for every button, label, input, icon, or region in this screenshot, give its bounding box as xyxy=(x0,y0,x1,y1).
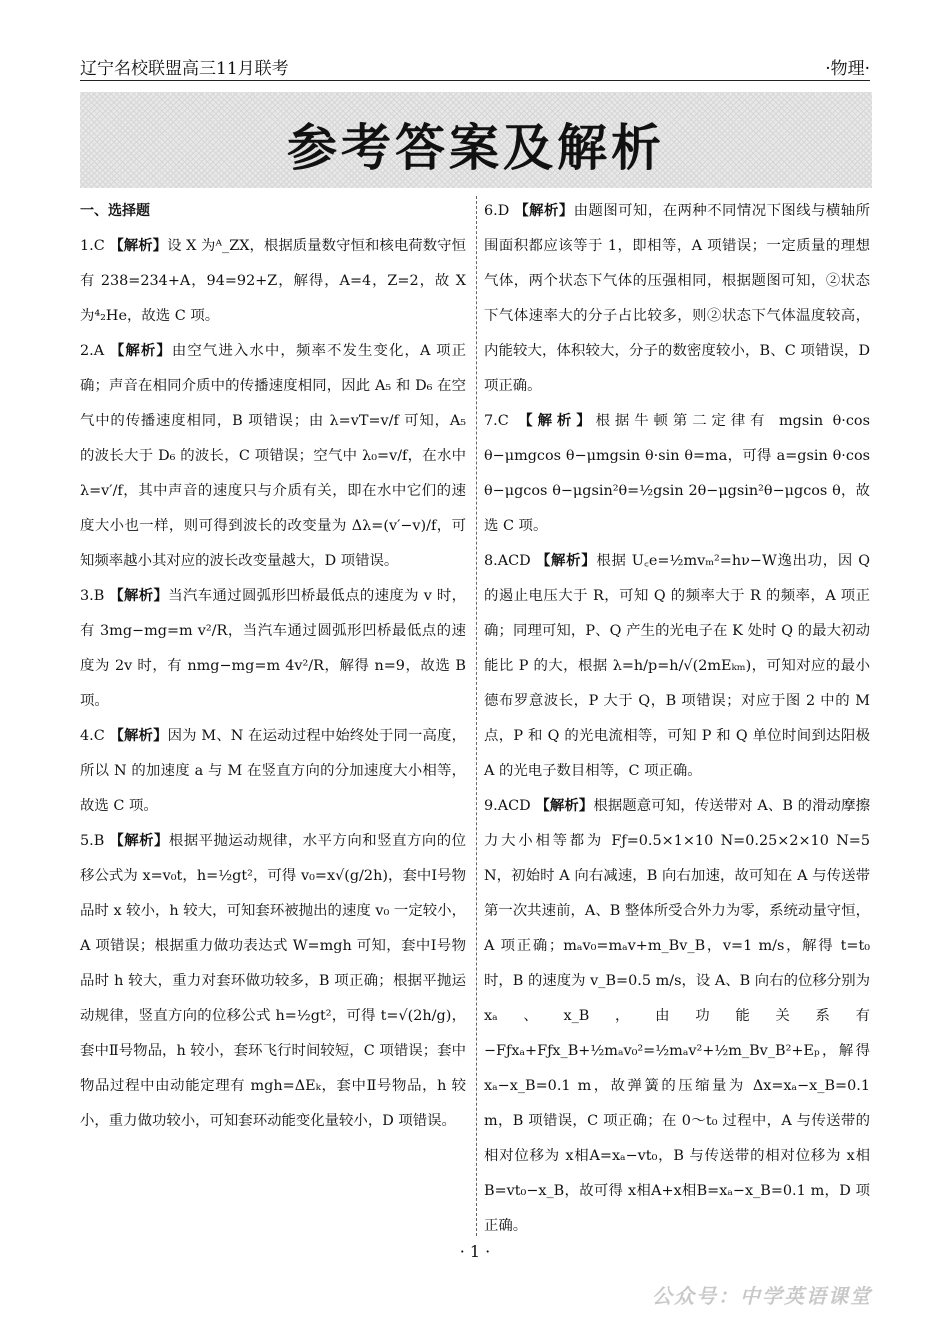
subject-label: ·物理· xyxy=(825,59,870,79)
analysis-tag: 【解析】 xyxy=(109,238,168,254)
answer-item-7 xyxy=(484,404,870,544)
answer-item-3 xyxy=(80,579,466,719)
answer-text: 根据 U꜀e=½mvₘ²=hν−W逸出功，因 Q 的遏止电压大于 R，可知 Q 的频率大于 R 的频率，A 项正确；同理可知，P、Q 产生的光电子在 K 处时 Q 的最大初动能比 P 的大，根据 λ=h/p=h/√(2mEₖₘ)，可知对应的最小德布罗意波长，P 大于 Q，B 项错误；对应于图 2 中的 M 点，P 和 Q 的光电流相等，可知 P 和 Q 单位时间到达阳极 A 的光电子数目相等，C 项正确。 xyxy=(484,553,870,779)
answer-text: 设 X 为ᴬ_ZX，根据质量数守恒和核电荷数守恒有 238=234+A，94=92+Z，解得，A=4，Z=2，故 X 为⁴₂He，故选 C 项。 xyxy=(80,238,466,324)
left-column xyxy=(80,194,466,1139)
analysis-tag: 【解析】 xyxy=(535,553,597,569)
analysis-tag: 【解析】 xyxy=(109,728,168,744)
analysis-tag: 【解析】 xyxy=(109,588,169,604)
answer-number: 9.ACD xyxy=(484,798,531,814)
answer-item-4 xyxy=(80,719,466,824)
answer-item-1 xyxy=(80,229,466,334)
answer-number: 5.B xyxy=(80,833,105,849)
answer-text: 由空气进入水中，频率不发生变化，A 项正确；声音在相同介质中的传播速度相同，因此 A₅ 和 D₆ 在空气中的传播速度相同，B 项错误；由 λ=vT=v/f 可知，A₅ 的波长大于 D₆ 的波长，C 项错误；空气中 λ₀=v/f，在水中 λ=v′/f，其中声音的速度只与介质有关，即在水中它们的速度大小也一样，则可得到波长的改变量为 Δλ=(v′−v)/f，可知频率越小其对应的波长改变量越大，D 项错误。 xyxy=(80,343,467,569)
exam-title: 辽宁名校联盟高三11月联考 xyxy=(80,59,289,79)
answer-text: 由题图可知，在两种不同情况下图线与横轴所围面积都应该等于 1，即相等，A 项错误；一定质量的理想气体，两个状态下气体的压强相同，根据题图可知，②状态下气体速率大的分子占比较多，则②状态下气体温度较高，内能较大，体积较大，分子的数密度较小，B、C 项错误，D 项正确。 xyxy=(484,203,870,394)
answer-text: 根据题意可知，传送带对 A、B 的滑动摩擦力大小相等都为 Fƒ=0.5×1×10 N=0.25×2×10 N=5 N，初始时 A 向右减速，B 向右加速，故可知在 A 与传送带第一次共速前，A、B 整体所受合外力为零，系统动量守恒，A 项正确；mₐv₀=mₐv+m_Bv_B，v=1 m/s，解得 t=t₀ 时，B 的速度为 v_B=0.5 m/s，设 A、B 向右的位移分别为 xₐ、x_B，由功能关系有 −Fƒxₐ+Fƒx_B+½mₐv₀²=½mₐv²+½m_Bv_B²+Eₚ，解得 xₐ−x_B=0.1 m，故弹簧的压缩量为 Δx=xₐ−x_B=0.1 m，B 项错误，C 项正确；在 0～t₀ 过程中，A 与传送带的相对位移为 x相A=xₐ−vt₀，B 与传送带的相对位移为 x相B=vt₀−x_B，故可得 x相A+x相B=xₐ−x_B=0.1 m，D 项正确。 xyxy=(484,798,870,1234)
answer-item-9 xyxy=(484,789,870,1244)
answer-number: 2.A xyxy=(80,343,105,359)
answer-number: 7.C xyxy=(484,413,509,429)
analysis-tag: 【解析】 xyxy=(109,833,169,849)
answer-number: 3.B xyxy=(80,588,105,604)
answer-number: 4.C xyxy=(80,728,105,744)
answer-item-5 xyxy=(80,824,466,1139)
page-header xyxy=(80,52,870,81)
answer-item-6 xyxy=(484,194,870,404)
column-divider xyxy=(476,196,477,1236)
section-title: 一、选择题 xyxy=(80,203,150,219)
watermark: 公众号：中学英语课堂 xyxy=(652,1284,872,1308)
banner-title: 参考答案及解析 xyxy=(287,119,665,177)
answer-text: 根据平抛运动规律，水平方向和竖直方向的位移公式为 x=v₀t，h=½gt²，可得 v₀=x√(g/2h)，套中Ⅰ号物品时 x 较小，h 较大，可知套环被抛出的速度 v₀ 一定较小，A 项错误；根据重力做功表达式 W=mgh 可知，套中Ⅰ号物品时 h 较大，重力对套环做功较多，B 项正确；根据平抛运动规律，竖直方向的位移公式 h=½gt²，可得 t=√(2h/g)，套中Ⅱ号物品，h 较小，套环飞行时间较短，C 项错误；套中物品过程中由动能定理有 mgh=ΔEₖ，套中Ⅱ号物品，h 较小，重力做功较小，可知套环动能变化量较小，D 项错误。 xyxy=(80,833,466,1129)
page-number: · 1 · xyxy=(459,1242,491,1261)
analysis-tag: 【解析】 xyxy=(535,798,594,814)
answer-text: 当汽车通过圆弧形凹桥最低点的速度为 v 时，有 3mg−mg=m v²/R，当汽车通过圆弧形凹桥最低点的速度为 2v 时，有 nmg−mg=m 4v²/R，解得 n=9，故选 B 项。 xyxy=(80,588,466,709)
analysis-tag: 【解析】 xyxy=(518,413,596,429)
answer-text: 根据牛顿第二定律有 mgsin θ·cos θ−μmgcos θ−μmgsin θ·sin θ=ma，可得 a=gsin θ·cos θ−μgcos θ−μgsin²θ=½gsin 2θ−μgsin²θ−μgcos θ，故选 C 项。 xyxy=(484,413,870,534)
analysis-tag: 【解析】 xyxy=(514,203,574,219)
answer-number: 1.C xyxy=(80,238,105,254)
answer-number: 8.ACD xyxy=(484,553,531,569)
answer-item-2 xyxy=(80,334,466,579)
title-banner xyxy=(80,92,872,188)
analysis-tag: 【解析】 xyxy=(109,343,172,359)
right-column xyxy=(484,194,870,1244)
answer-item-8 xyxy=(484,544,870,789)
answer-number: 6.D xyxy=(484,203,510,219)
answer-text: 因为 M、N 在运动过程中始终处于同一高度，所以 N 的加速度 a 与 M 在竖直方向的分加速度大小相等，故选 C 项。 xyxy=(80,728,466,814)
